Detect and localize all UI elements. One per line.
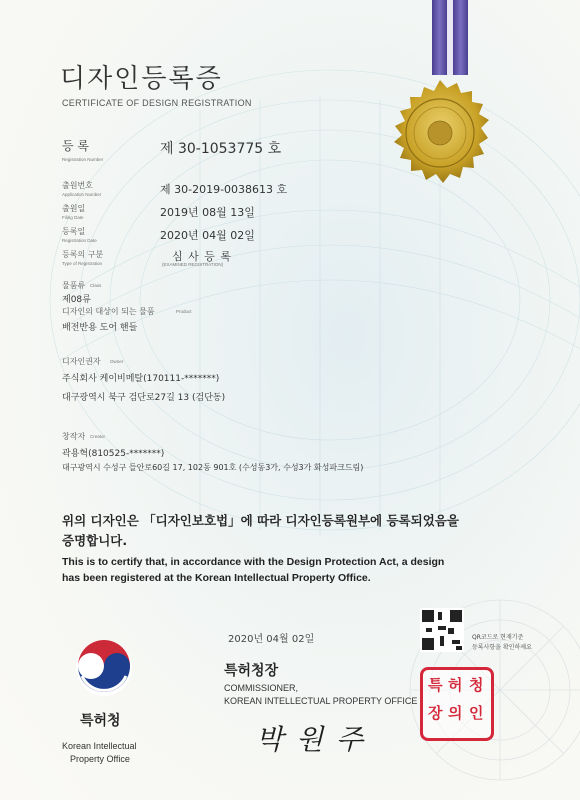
page-title: 디자인등록증: [60, 64, 223, 94]
registration-label-en: Registration Number: [62, 157, 104, 162]
certification-ko-line1: 위의 디자인은 「디자인보호법」에 따라 디자인등록원부에 등록되었음을: [62, 513, 459, 528]
registration-type: 심 사 등 록: [172, 250, 232, 263]
qr-code[interactable]: [420, 608, 464, 652]
registration-type-label-en: Type of Registration: [62, 261, 103, 266]
registration-date-label-en: Registration Date: [62, 238, 97, 243]
owner-label-en: Owner: [110, 359, 124, 364]
class-label: 물품류: [62, 281, 86, 290]
page-subtitle: CERTIFICATE OF DESIGN REGISTRATION: [62, 98, 252, 108]
registration-label: 등 록: [62, 139, 89, 153]
product-value: 배전반용 도어 핸들: [62, 323, 138, 333]
commissioner-signature: 박 원 주: [256, 723, 365, 756]
owner-label: 디자인권자: [62, 357, 101, 366]
creator-label: 창작자: [62, 432, 86, 441]
filing-date-label: 출원일: [62, 204, 86, 213]
creator-label-en: Creator: [90, 434, 106, 439]
registration-date-label: 등록일: [62, 227, 86, 236]
commissioner-title-en-line1: COMMISSIONER,: [224, 683, 299, 693]
qr-note-line2: 등록사항을 확인하세요: [472, 644, 532, 651]
registration-type-en: (EXAMINED REGISTRATION): [162, 262, 224, 267]
issue-date: 2020년 04월 02일: [228, 634, 315, 645]
application-number-label: 출원번호: [62, 181, 93, 190]
official-seal: 특 허 청 장 의 인: [420, 667, 494, 741]
kipo-logo-icon: [72, 636, 136, 700]
class-value: 제08류: [62, 295, 91, 305]
certification-ko-line2: 증명합니다.: [62, 533, 128, 548]
registration-number: 제 30-1053775 호: [160, 141, 282, 157]
filing-date: 2019년 08월 13일: [160, 206, 255, 219]
class-label-en: Class: [90, 283, 102, 288]
owner-address: 대구광역시 북구 검단로27길 13 (검단동): [62, 393, 226, 403]
commissioner-title-en-line2: KOREAN INTELLECTUAL PROPERTY OFFICE: [224, 696, 418, 706]
owner-name: 주식회사 케이비메탈(170111-*******): [62, 374, 220, 384]
creator-name: 곽용혁(810525-*******): [62, 449, 165, 459]
registration-type-label: 등록의 구분: [62, 250, 104, 259]
ribbon-left: [432, 0, 447, 75]
qr-note-line1: QR코드로 현재기준: [472, 634, 524, 641]
product-label-en: Product: [176, 309, 192, 314]
creator-address: 대구광역시 수성구 들안로60길 17, 102동 901호 (수성동3가, 수성3가 화성파크드림): [62, 463, 364, 472]
kipo-logo-en-line2: Property Office: [70, 754, 130, 764]
registration-date: 2020년 04월 02일: [160, 229, 255, 242]
filing-date-label-en: Filing Date: [62, 215, 84, 220]
kipo-logo-en-line1: Korean Intellectual: [62, 741, 137, 751]
application-number: 제 30-2019-0038613 호: [160, 183, 288, 196]
kipo-logo-name: 특허청: [80, 713, 121, 729]
certification-en-line1: This is to certify that, in accordance with the Design Protection Act, a design: [62, 556, 445, 568]
product-label: 디자인의 대상이 되는 물품: [62, 307, 155, 316]
gold-seal: [380, 78, 500, 198]
ribbon-right: [453, 0, 468, 75]
application-number-label-en: Application Number: [62, 192, 102, 197]
commissioner-title-ko: 특허청장: [224, 663, 279, 679]
certification-en-line2: has been registered at the Korean Intellectual Property Office.: [62, 572, 371, 584]
